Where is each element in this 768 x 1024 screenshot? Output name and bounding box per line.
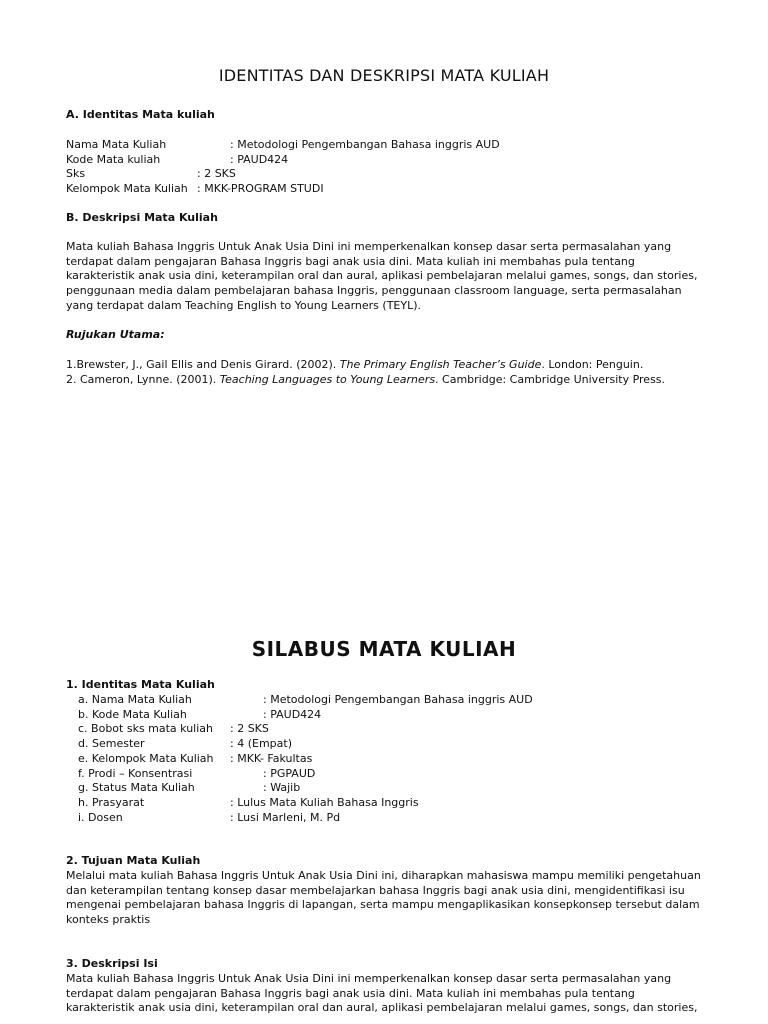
item-value: : Lulus Mata Kuliah Bahasa Inggris: [230, 795, 419, 809]
tujuan-line: mengenai pembelajaran bahasa Inggris di lapangan, serta mampu mengaplikasikan konsepkonsep tersebut dalam: [66, 898, 700, 912]
identity-value: : Metodologi Pengembangan Bahasa inggris AUD: [230, 138, 500, 151]
references-heading: Rujukan Utama:: [66, 328, 165, 341]
description-line: terdapat dalam pengajaran Bahasa Inggris bagi anak usia dini. Mata kuliah ini membahas pula tentang: [66, 254, 635, 268]
reference-item: [66, 373, 665, 388]
item-value: : PGPAUD: [263, 766, 316, 780]
reference-item: [66, 358, 643, 373]
reference-suffix: . Cambridge: Cambridge University Press.: [435, 372, 666, 386]
reference-title: Teaching Languages to Young Learners: [219, 372, 436, 386]
item-label: c. Bobot sks mata kuliah: [78, 722, 214, 736]
item-label: f. Prodi – Konsentrasi: [78, 766, 193, 780]
tujuan-line: konteks praktis: [66, 913, 151, 927]
reference-suffix: . London: Penguin.: [541, 358, 644, 371]
reference-title: The Primary English Teacher’s Guide: [339, 358, 542, 371]
item-value: : 2 SKS: [230, 722, 269, 736]
identity-value: : MKK-PROGRAM STUDI: [197, 181, 324, 195]
description-line: penggunaan media dalam pembelajaran bahasa Inggris, penggunaan classroom language, serta permasalahan: [66, 284, 682, 298]
description-line: yang terdapat dalam Teaching English to Young Learners (TEYL).: [66, 298, 422, 312]
reference-prefix: 2. Cameron, Lynne. (2001).: [66, 372, 220, 386]
deskripsi-isi-heading: 3. Deskripsi Isi: [66, 957, 158, 970]
deskripsi-isi-line: karakteristik anak usia dini, keterampilan oral dan aural, aplikasi pembelajaran melalui games, songs, dan stories,: [66, 1001, 698, 1015]
tujuan-line: Melalui mata kuliah Bahasa Inggris Untuk Anak Usia Dini ini, diharapkan mahasiswa mampu memiliki pengetahuan: [66, 869, 701, 882]
identity-label: Kode Mata kuliah: [66, 152, 161, 166]
item-label: b. Kode Mata Kuliah: [78, 707, 187, 721]
identity-label: Sks: [66, 167, 86, 180]
item-value: : MKK- Fakultas: [230, 751, 313, 765]
item-label: a. Nama Mata Kuliah: [78, 693, 192, 706]
description-line: Mata kuliah Bahasa Inggris Untuk Anak Usia Dini ini memperkenalkan konsep dasar serta permasalahan yang: [66, 240, 672, 253]
item-label: e. Kelompok Mata Kuliah: [78, 751, 214, 765]
reference-prefix: 1.Brewster, J., Gail Ellis and Denis Girard. (2002).: [66, 358, 340, 371]
deskripsi-isi-line: Mata kuliah Bahasa Inggris Untuk Anak Usia Dini ini memperkenalkan konsep dasar serta permasalahan yang: [66, 972, 672, 985]
tujuan-line: dan keterampilan tentang konsep dasar membelajarkan bahasa Inggris bagi anak usia dini, mengidentifikasi isu: [66, 883, 685, 897]
item-value: : Lusi Marleni, M. Pd: [230, 810, 341, 824]
identity-label: Nama Mata Kuliah: [66, 138, 167, 151]
section-b-heading: B. Deskripsi Mata Kuliah: [66, 211, 218, 224]
description-line: karakteristik anak usia dini, keterampilan oral dan aural, aplikasi pembelajaran melalui games, songs, dan stories,: [66, 269, 698, 283]
document-title: IDENTITAS DAN DESKRIPSI MATA KULIAH: [218, 66, 550, 85]
item-label: g. Status Mata Kuliah: [78, 781, 195, 795]
section-a-heading: A. Identitas Mata kuliah: [66, 108, 215, 121]
identity-value: : 2 SKS: [197, 167, 236, 180]
identity-value: : PAUD424: [230, 152, 289, 166]
item-value: : Metodologi Pengembangan Bahasa inggris AUD: [263, 693, 533, 706]
item-label: h. Prasyarat: [78, 795, 145, 809]
item-value: : Wajib: [263, 781, 301, 795]
item-value: : PAUD424: [263, 707, 322, 721]
item-value: : 4 (Empat): [230, 737, 292, 751]
item-label: i. Dosen: [78, 810, 123, 824]
identity-label: Kelompok Mata Kuliah: [66, 181, 188, 195]
tujuan-heading: 2. Tujuan Mata Kuliah: [66, 854, 201, 867]
silabus-identity-heading: 1. Identitas Mata Kuliah: [66, 678, 215, 691]
silabus-title: SILABUS MATA KULIAH: [251, 637, 517, 661]
deskripsi-isi-line: terdapat dalam pengajaran Bahasa Inggris bagi anak usia dini. Mata kuliah ini membahas pula tentang: [66, 986, 635, 1000]
item-label: d. Semester: [78, 737, 145, 751]
